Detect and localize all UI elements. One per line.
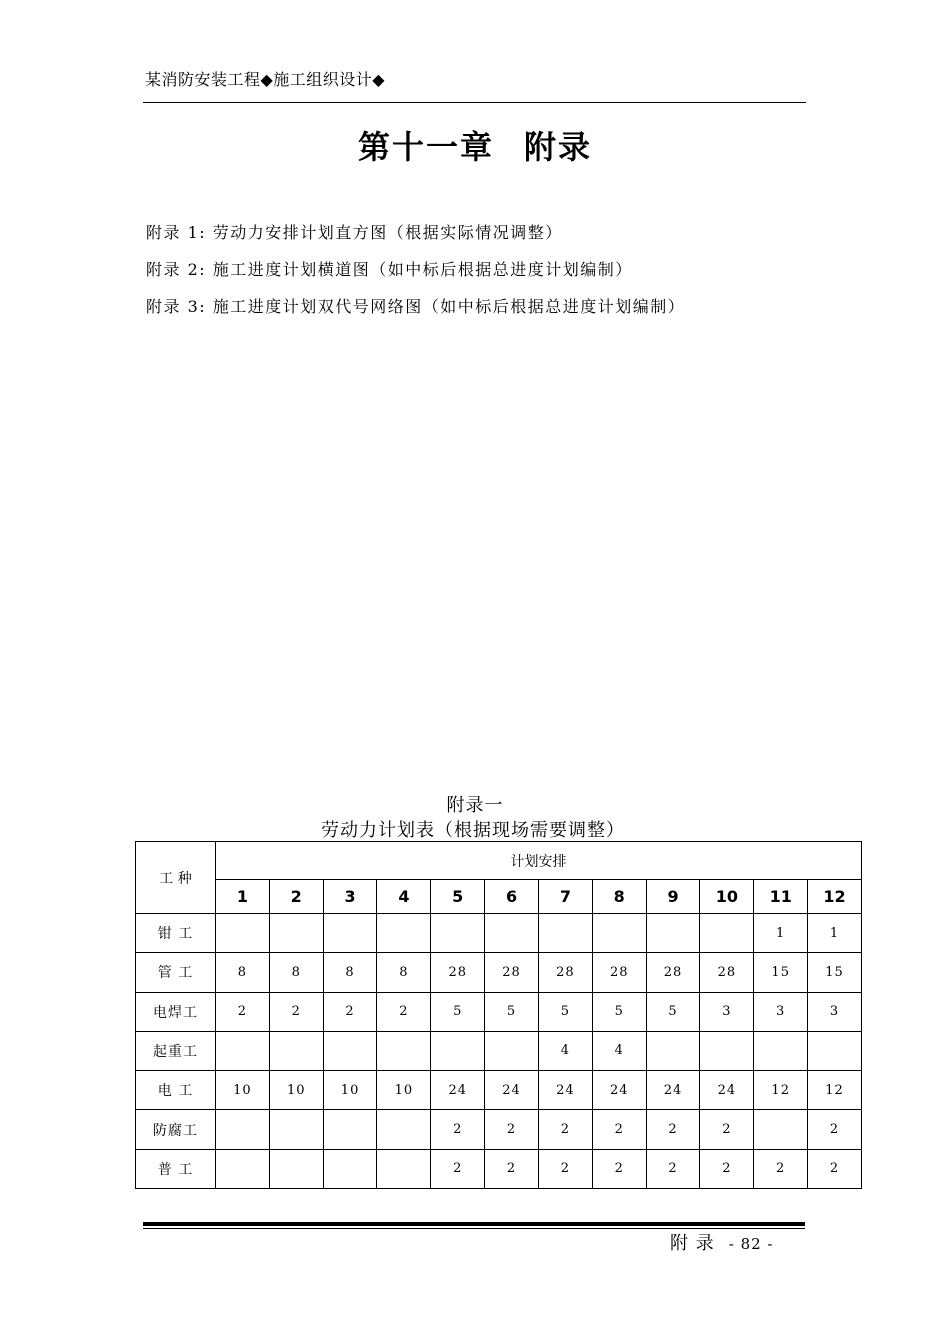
table-cell: 2: [700, 1149, 754, 1188]
table-cell: [377, 1031, 431, 1070]
table-cell: 28: [592, 953, 646, 992]
table-cell: [377, 914, 431, 953]
table-cell: [216, 1031, 270, 1070]
table-cell: [592, 914, 646, 953]
table-cell: 28: [538, 953, 592, 992]
table-cell: 28: [646, 953, 700, 992]
table-cell: 2: [538, 1149, 592, 1188]
table-cell: 2: [485, 1110, 539, 1149]
table-cell: [269, 1110, 323, 1149]
table-cell: [323, 1031, 377, 1070]
month-header-7: 7: [538, 880, 592, 914]
table-body: [136, 914, 862, 1189]
table-cell: 4: [538, 1031, 592, 1070]
table-cell: [377, 1149, 431, 1188]
chapter-name: 附录: [524, 128, 593, 166]
table-row: [136, 1110, 862, 1149]
table-row: [136, 953, 862, 992]
chapter-number: 第十一章: [357, 128, 494, 166]
month-header-1: 1: [216, 880, 270, 914]
table-cell: 24: [646, 1071, 700, 1110]
table-cell: 28: [431, 953, 485, 992]
table-cell: [431, 914, 485, 953]
month-header-10: 10: [700, 880, 754, 914]
table-cell: 2: [592, 1149, 646, 1188]
table-cell: [700, 914, 754, 953]
table-cell: 24: [431, 1071, 485, 1110]
table-cell: 5: [538, 992, 592, 1031]
table-cell: 2: [269, 992, 323, 1031]
header-text: 某消防安装工程◆施工组织设计◆: [145, 70, 386, 89]
table-cell: 24: [538, 1071, 592, 1110]
table-cell: 15: [754, 953, 808, 992]
table-row: [136, 914, 862, 953]
table-cell: 8: [323, 953, 377, 992]
month-header-row: [136, 880, 862, 914]
table-cell: 2: [808, 1149, 862, 1188]
table-cell: 2: [592, 1110, 646, 1149]
table-row: [136, 992, 862, 1031]
table-cell: 1: [808, 914, 862, 953]
table-cell: [646, 1031, 700, 1070]
table-cell: [485, 914, 539, 953]
labor-plan-table: [135, 841, 862, 1189]
month-header-4: 4: [377, 880, 431, 914]
table-cell: [216, 914, 270, 953]
table-cell: 2: [808, 1110, 862, 1149]
table-cell: [216, 1149, 270, 1188]
table-cell: [269, 1031, 323, 1070]
table-cell: [269, 1149, 323, 1188]
table-cell: 2: [431, 1110, 485, 1149]
table-cell: 10: [269, 1071, 323, 1110]
worker-type: 防腐工: [136, 1110, 216, 1149]
worker-type: 普 工: [136, 1149, 216, 1188]
plan-header: 计划安排: [216, 842, 862, 880]
month-header-8: 8: [592, 880, 646, 914]
table-cell: 4: [592, 1031, 646, 1070]
table-cell: 2: [754, 1149, 808, 1188]
table-row: [136, 1149, 862, 1188]
appendix-item-2: 附录 2: 施工进度计划横道图（如中标后根据总进度计划编制）: [146, 260, 633, 279]
table-cell: [485, 1031, 539, 1070]
table-cell: [538, 914, 592, 953]
table-cell: 8: [216, 953, 270, 992]
table-cell: 10: [216, 1071, 270, 1110]
table-cell: 12: [808, 1071, 862, 1110]
table-cell: 1: [754, 914, 808, 953]
table-cell: [754, 1110, 808, 1149]
table-cell: 24: [700, 1071, 754, 1110]
table-cell: [377, 1110, 431, 1149]
month-header-9: 9: [646, 880, 700, 914]
month-header-5: 5: [431, 880, 485, 914]
table-cell: 5: [646, 992, 700, 1031]
month-header-12: 12: [808, 880, 862, 914]
worker-type: 电焊工: [136, 992, 216, 1031]
table-cell: [323, 1149, 377, 1188]
table-cell: [216, 1110, 270, 1149]
table-cell: [808, 1031, 862, 1070]
table-cell: 8: [269, 953, 323, 992]
table-cell: 2: [216, 992, 270, 1031]
table-cell: 24: [592, 1071, 646, 1110]
table-cell: 2: [485, 1149, 539, 1188]
table-caption-title: 劳动力计划表（根据现场需要调整）: [321, 820, 625, 841]
table-cell: 2: [646, 1110, 700, 1149]
page-header: [143, 62, 806, 103]
table-cell: 2: [646, 1149, 700, 1188]
table-cell: 2: [700, 1110, 754, 1149]
worker-type: 管 工: [136, 953, 216, 992]
footer-rule-thick: [143, 1222, 805, 1226]
table-cell: [323, 914, 377, 953]
table-cell: 28: [485, 953, 539, 992]
table-cell: 24: [485, 1071, 539, 1110]
table-cell: 5: [431, 992, 485, 1031]
table-cell: 3: [808, 992, 862, 1031]
table-cell: [754, 1031, 808, 1070]
table-cell: [700, 1031, 754, 1070]
month-header-3: 3: [323, 880, 377, 914]
worker-type: 钳 工: [136, 914, 216, 953]
table-cell: [431, 1031, 485, 1070]
worker-type: 起重工: [136, 1031, 216, 1070]
table-cell: 2: [323, 992, 377, 1031]
table-cell: 5: [592, 992, 646, 1031]
table-cell: 2: [377, 992, 431, 1031]
table-cell: 5: [485, 992, 539, 1031]
table-cell: 8: [377, 953, 431, 992]
footer-label: 附 录: [670, 1233, 715, 1254]
table-cell: 10: [377, 1071, 431, 1110]
worker-type: 电 工: [136, 1071, 216, 1110]
table-cell: [646, 914, 700, 953]
table-cell: 28: [700, 953, 754, 992]
type-header: 工 种: [136, 842, 216, 914]
table-row: [136, 1031, 862, 1070]
table-cell: 2: [538, 1110, 592, 1149]
page-number: - 82 -: [728, 1235, 774, 1253]
table-cell: 10: [323, 1071, 377, 1110]
table-caption-appendix: 附录一: [446, 795, 504, 816]
table-cell: [269, 914, 323, 953]
table-cell: 12: [754, 1071, 808, 1110]
table-cell: 2: [431, 1149, 485, 1188]
table-cell: [323, 1110, 377, 1149]
table-row: [136, 1071, 862, 1110]
month-header-11: 11: [754, 880, 808, 914]
page-footer: [670, 1229, 774, 1255]
appendix-item-1: 附录 1: 劳动力安排计划直方图（根据实际情况调整）: [146, 223, 563, 242]
appendix-list: [146, 221, 685, 332]
table-cell: 15: [808, 953, 862, 992]
table-cell: 3: [754, 992, 808, 1031]
month-header-6: 6: [485, 880, 539, 914]
appendix-item-3: 附录 3: 施工进度计划双代号网络图（如中标后根据总进度计划编制）: [146, 297, 686, 316]
month-header-2: 2: [269, 880, 323, 914]
table-cell: 3: [700, 992, 754, 1031]
chapter-title: [0, 122, 950, 168]
